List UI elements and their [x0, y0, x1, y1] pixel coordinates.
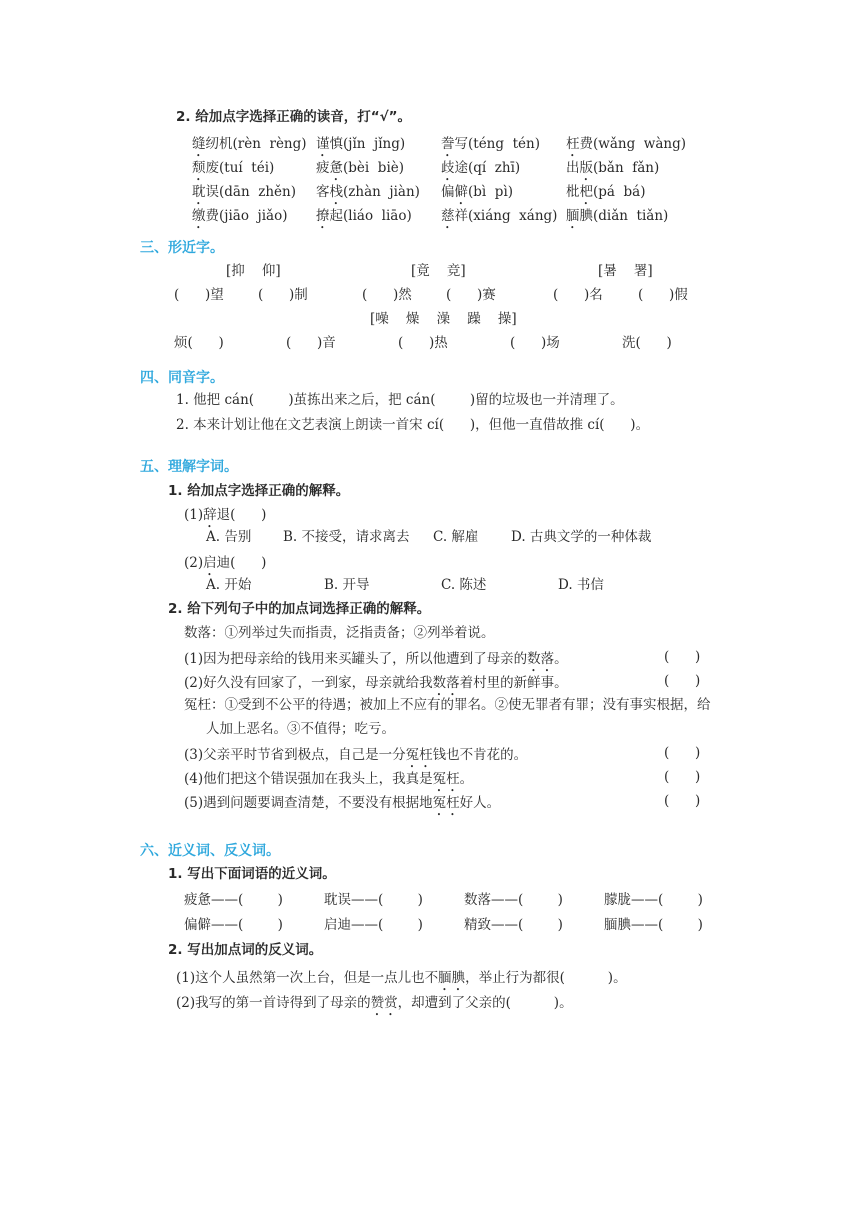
section-title-homophones: 四、同音字。: [140, 370, 224, 386]
pinyin-item: 誊写(téng tén): [441, 136, 540, 152]
pinyin-item: 撩起(liáo liāo): [316, 208, 412, 224]
option: D. 书信: [558, 577, 604, 593]
definition: 人加上恶名。③不值得；吃亏。: [206, 721, 395, 737]
pinyin-item: 缴费(jiāo jiǎo): [192, 208, 288, 224]
pinyin-item: 疲惫(bèi biè): [316, 160, 405, 176]
sentence: (3)父亲平时节省到极点，自己是一分冤枉钱也不肯花的。: [184, 747, 528, 763]
fill-blank: ( )然: [362, 287, 412, 303]
pinyin-item: 谨慎(jǐn jǐng): [316, 136, 406, 152]
question-title: 1. 写出下面词语的近义词。: [168, 866, 336, 882]
pinyin-item: 耽误(dān zhěn): [192, 184, 296, 200]
homophone-line: 1. 他把 cán( )茧拣出来之后，把 cán( )留的垃圾也一并清理了。: [176, 392, 624, 408]
sentence: (5)遇到问题要调查清楚，不要没有根据地冤枉好人。: [184, 795, 501, 811]
pinyin-item: 客栈(zhàn jiàn): [316, 184, 420, 200]
fill-blank: ( )赛: [446, 287, 496, 303]
synonym-blank: 疲惫——( ): [184, 892, 283, 908]
definition: 数落：①列举过失而指责，泛指责备；②列举着说。: [184, 625, 495, 641]
sentence: (4)他们把这个错误强加在我头上，我真是冤枉。: [184, 771, 474, 787]
char-group-bracket: [噪 燥 澡 躁 操]: [370, 311, 517, 327]
section-title-synonyms-antonyms: 六、近义词、反义词。: [140, 843, 280, 859]
option: B. 不接受，请求离去: [283, 529, 410, 545]
option: A. 开始: [206, 577, 252, 593]
pinyin-item: 颓废(tuí téi): [192, 160, 275, 176]
pinyin-question-title: 2. 给加点字选择正确的读音，打“√”。: [176, 109, 411, 125]
pinyin-item: 歧途(qí zhī): [441, 160, 521, 176]
section-title-word-meaning: 五、理解字词。: [140, 459, 238, 475]
sub-question: (1)辞退( ): [184, 507, 267, 523]
option: C. 陈述: [441, 577, 487, 593]
synonym-blank: 腼腆——( ): [604, 917, 703, 933]
fill-blank: 洗( ): [622, 335, 672, 351]
synonym-blank: 精致——( ): [464, 917, 563, 933]
sentence: (2)好久没有回家了，一到家，母亲就给我数落着村里的新鲜事。: [184, 675, 568, 691]
fill-blank: ( )热: [398, 335, 448, 351]
pinyin-item: 缝纫机(rèn rèng): [192, 136, 307, 152]
synonym-blank: 耽误——( ): [324, 892, 423, 908]
fill-blank: ( )假: [638, 287, 688, 303]
sub-question: (2)启迪( ): [184, 555, 267, 571]
fill-blank: ( )制: [258, 287, 308, 303]
homophone-line: 2. 本来计划让他在文艺表演上朗读一首宋 cí( )，但他一直借故推 cí( )。: [176, 417, 650, 433]
question-title: 1. 给加点字选择正确的解释。: [168, 483, 350, 499]
option: A. 告别: [206, 529, 252, 545]
question-title: 2. 给下列句子中的加点词选择正确的解释。: [168, 601, 431, 617]
definition: 冤枉：①受到不公平的待遇；被加上不应有的罪名。②使无罪者有罪；没有事实根据，给: [184, 697, 711, 713]
pinyin-item: 枇杷(pá bá): [566, 184, 646, 200]
antonym-sentence: (2)我写的第一首诗得到了母亲的赞赏，却遭到了父亲的( )。: [176, 995, 573, 1011]
answer-paren: ( ): [664, 673, 701, 689]
option: B. 开导: [324, 577, 370, 593]
fill-blank: ( )音: [286, 335, 336, 351]
question-title: 2. 写出加点词的反义词。: [168, 942, 323, 958]
pinyin-item: 腼腆(diǎn tiǎn): [566, 208, 669, 224]
fill-blank: 烦( ): [174, 335, 224, 351]
synonym-blank: 数落——( ): [464, 892, 563, 908]
char-group-bracket: [暑 署]: [598, 263, 653, 279]
synonym-blank: 朦胧——( ): [604, 892, 703, 908]
answer-paren: ( ): [664, 769, 701, 785]
pinyin-item: 枉费(wǎng wàng): [566, 136, 686, 152]
pinyin-item: 慈祥(xiáng xáng): [441, 208, 558, 224]
option: C. 解雇: [433, 529, 479, 545]
answer-paren: ( ): [664, 649, 701, 665]
fill-blank: ( )望: [174, 287, 224, 303]
option: D. 古典文学的一种体裁: [511, 529, 652, 545]
answer-paren: ( ): [664, 793, 701, 809]
char-group-bracket: [抑 仰]: [226, 263, 281, 279]
synonym-blank: 偏僻——( ): [184, 917, 283, 933]
synonym-blank: 启迪——( ): [324, 917, 423, 933]
antonym-sentence: (1)这个人虽然第一次上台，但是一点儿也不腼腆，举止行为都很( )。: [176, 970, 627, 986]
pinyin-item: 出版(bǎn fǎn): [566, 160, 660, 176]
fill-blank: ( )场: [510, 335, 560, 351]
char-group-bracket: [竟 竞]: [411, 263, 466, 279]
pinyin-item: 偏僻(bì pì): [441, 184, 514, 200]
fill-blank: ( )名: [553, 287, 603, 303]
sentence: (1)因为把母亲给的钱用来买罐头了，所以他遭到了母亲的数落。: [184, 651, 568, 667]
section-title-similar-chars: 三、形近字。: [140, 240, 224, 256]
answer-paren: ( ): [664, 745, 701, 761]
